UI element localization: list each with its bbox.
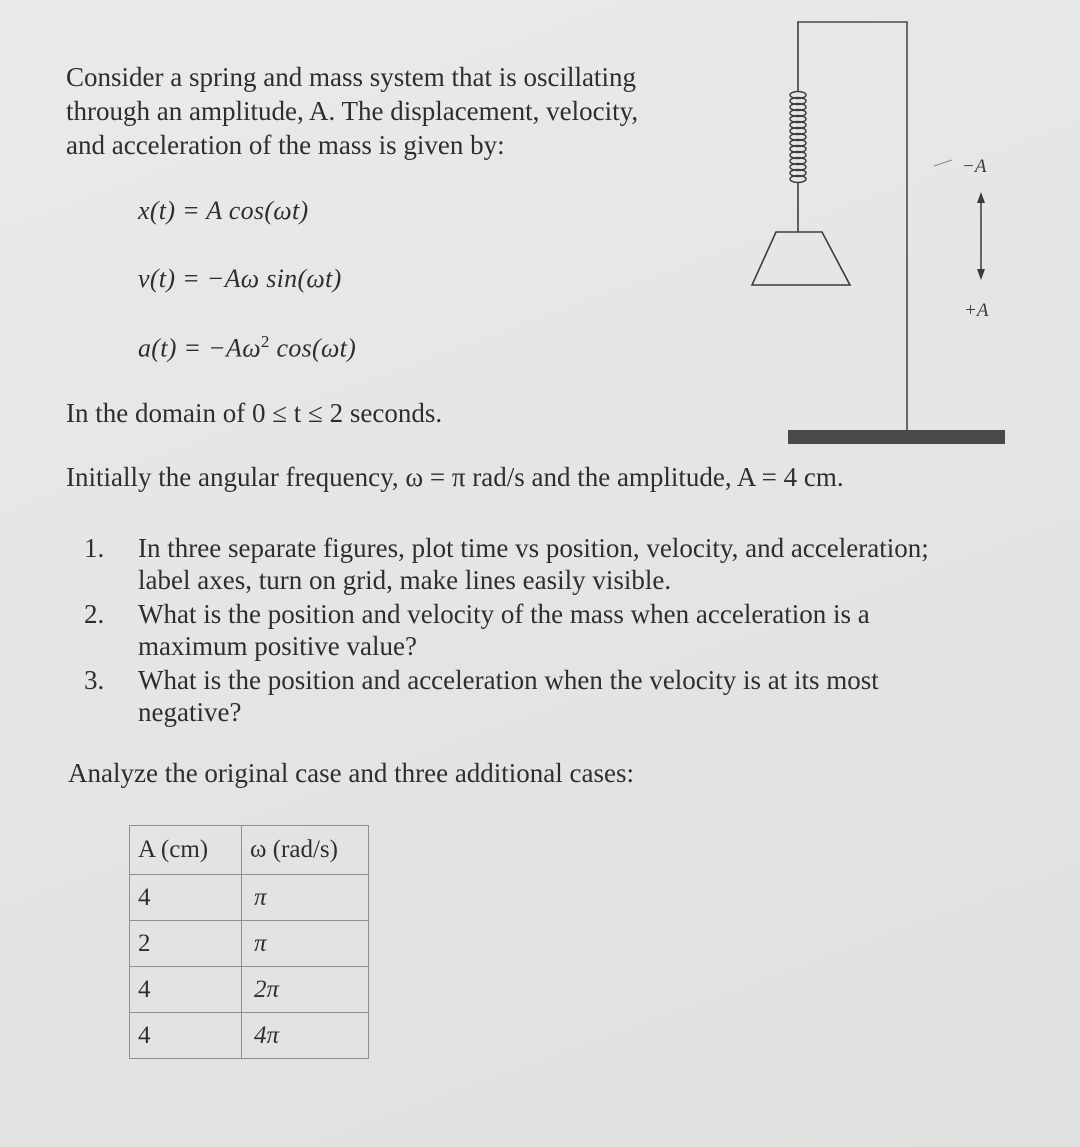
mass-block [752,232,850,285]
label-negative-amplitude: −A [962,156,987,177]
question-text-line: negative? [138,697,242,727]
table-cell-omega: 2π [242,967,369,1013]
question-number: 3. [84,665,105,695]
spring-coils [790,92,806,183]
label-positive-amplitude: +A [964,300,989,321]
velocity-equation: v(t) = −Aω sin(ωt) [138,264,342,293]
table-cell-amplitude: 2 [130,921,242,967]
stand-frame [797,22,907,432]
label-leader-line [934,160,952,166]
domain-statement: In the domain of 0 ≤ t ≤ 2 seconds. [66,398,443,428]
intro-line-2: through an amplitude, A. The displacement, velocity, [66,96,639,126]
table-cell-amplitude: 4 [130,875,242,921]
table-cell-omega: 4π [242,1013,369,1059]
initial-conditions: Initially the angular frequency, ω = π rad/s and the amplitude, A = 4 cm. [66,462,844,492]
intro-line-3: and acceleration of the mass is given by: [66,130,505,160]
amplitude-arrow-head-down [977,269,985,280]
question-text-line: What is the position and acceleration when the velocity is at its most [138,665,879,695]
stand-base [788,430,1005,444]
acceleration-equation-exponent: 2 [260,332,270,351]
table-header-amplitude: A (cm) [130,826,242,875]
intro-line-1: Consider a spring and mass system that is oscillating [66,62,636,92]
amplitude-arrow-head-up [977,192,985,203]
question-number: 2. [84,599,105,629]
question-text-line: label axes, turn on grid, make lines easily visible. [138,565,672,595]
position-equation: x(t) = A cos(ωt) [138,196,309,225]
table-cell-amplitude: 4 [130,967,242,1013]
table-cell-omega: π [242,875,369,921]
table-cell-amplitude: 4 [130,1013,242,1059]
analyze-instruction: Analyze the original case and three additional cases: [68,758,635,788]
question-text-line: In three separate figures, plot time vs position, velocity, and acceleration; [138,533,929,563]
question-number: 1. [84,533,105,563]
table-cell-omega: π [242,921,369,967]
table-header-omega: ω (rad/s) [242,826,369,875]
question-text-line: What is the position and velocity of the mass when acceleration is a [138,599,870,629]
acceleration-equation-main: a(t) = −Aω [138,333,261,363]
question-text-line: maximum positive value? [138,631,417,661]
acceleration-equation-tail: cos(ωt) [269,333,357,363]
